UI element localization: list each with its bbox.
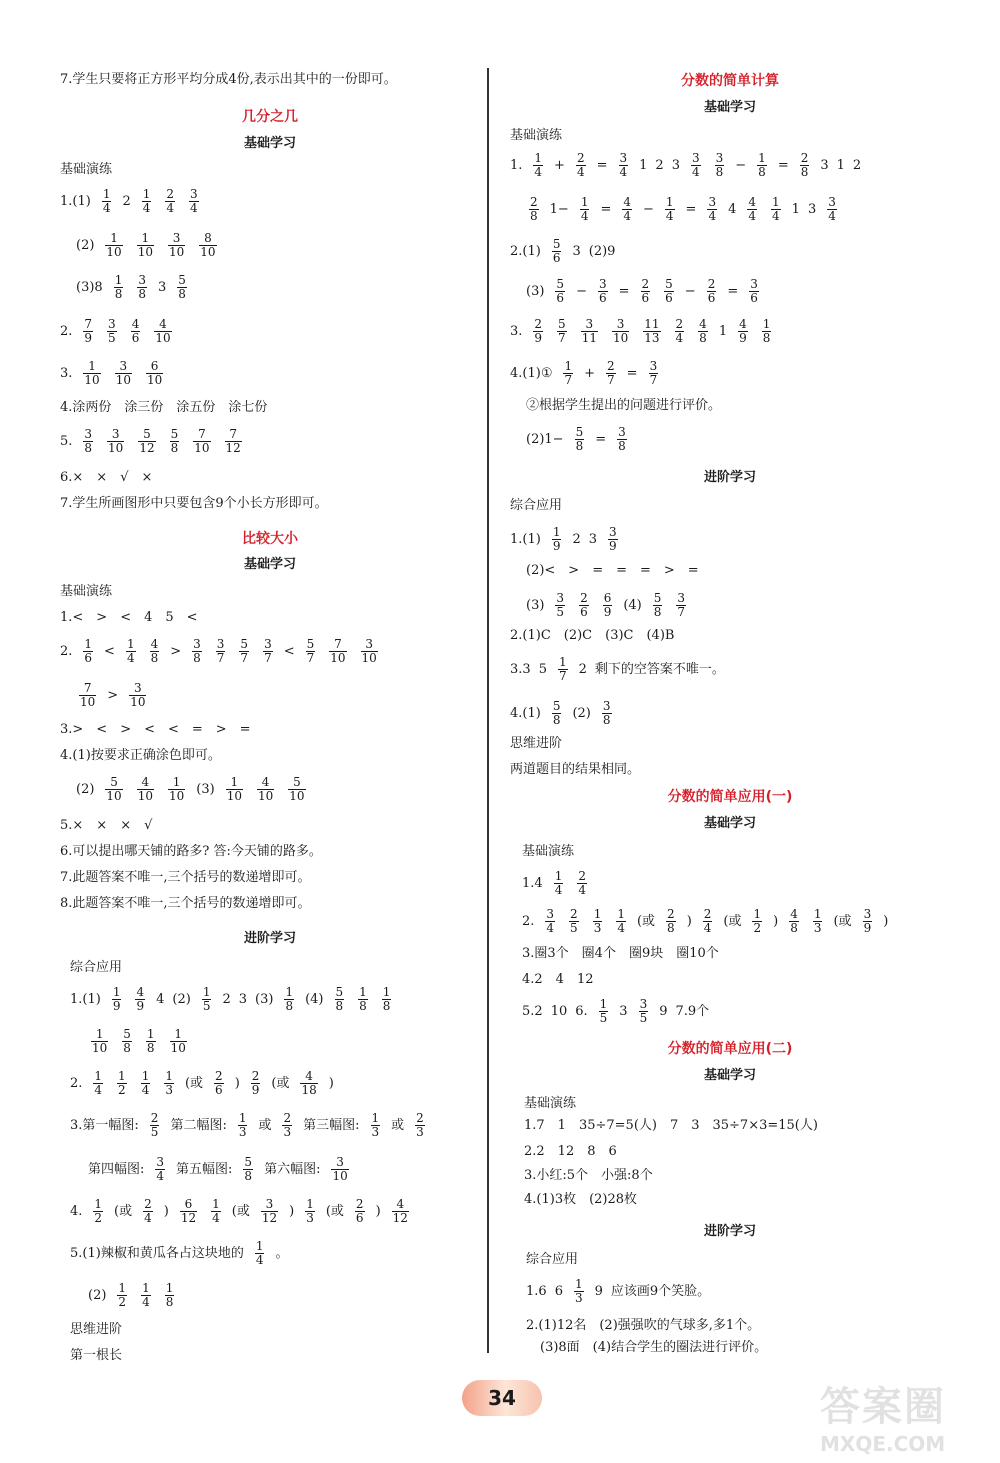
practice-heading: 思维进阶 [70, 1322, 123, 1337]
answer-line: 4.涂两份 涂三份 涂五份 涂七份 [60, 400, 268, 415]
watermark-logo [820, 1375, 990, 1460]
answer-line: 3.小红:5个 小强:8个 [524, 1168, 653, 1183]
answer-line: 2.2 12 8 6 [524, 1144, 617, 1159]
answer-line: 6.可以提出哪天铺的路多? 答:今天铺的路多。 [60, 844, 322, 859]
answer-line: 1.(1) $\frac{1}{4}$ 2 $\frac{1}{4}$ $\frac{2}{4}$ $\frac{3}{4}$ [60, 187, 198, 215]
answer-line: 2. $\frac{3}{4}$ $\frac{2}{5}$ $\frac{1}{3}$ $\frac{1}{4}$ (或 $\frac{2}{8}$ ) $\frac{2}{4}$ (或 $\frac{1}{2}$ ) $\frac{4}{8}$ $\frac{1}{3}$ (或 $\frac{3}{9}$ ) [522, 907, 889, 935]
answer-line: 4. $\frac{1}{2}$ (或 $\frac{2}{4}$ ) $\frac{6}{12}$ $\frac{1}{4}$ (或 $\frac{3}{12}$ ) $\frac{1}{3}$ (或 $\frac{2}{6}$ ) $\frac{4}{12}$ [70, 1197, 408, 1225]
answer-line: 4.(1)① $\frac{1}{7}$ + $\frac{2}{7}$ = $\frac{3}{7}$ [510, 359, 658, 387]
subsection-title: 进阶学习 [703, 470, 756, 485]
answer-line: 2.(1)12名 (2)强强吹的气球多,多1个。 [526, 1318, 761, 1333]
subsection-title: 基础学习 [243, 136, 296, 151]
section-title: 几分之几 [242, 109, 298, 125]
practice-heading: 基础演练 [60, 162, 113, 177]
answer-line: 1.4 $\frac{1}{4}$ $\frac{2}{4}$ [522, 869, 586, 897]
answer-line: 3.3 5 $\frac{1}{7}$ 2 剩下的空答案不唯一。 [510, 655, 725, 683]
answer-line: $\frac{2}{8}$ 1− $\frac{1}{4}$ = $\frac{4}{4}$ − $\frac{1}{4}$ = $\frac{3}{4}$ 4 $\frac{4}{4}$ $\frac{1}{4}$ 1 3 $\frac{3}{4}$ [530, 195, 836, 223]
answer-line: 1.(1) $\frac{1}{9}$ $\frac{4}{9}$ 4 (2) $\frac{1}{5}$ 2 3 (3) $\frac{1}{8}$ (4) $\frac{5}{8}$ $\frac{1}{8}$ $\frac{1}{8}$ [70, 985, 391, 1013]
answer-line: 2. $\frac{1}{6}$ < $\frac{1}{4}$ $\frac{4}{8}$ > $\frac{3}{8}$ $\frac{3}{7}$ $\frac{5}{7}$ $\frac{3}{7}$ < $\frac{5}{7}$ $\frac{7}{10}$ $\frac{3}{10}$ [60, 637, 377, 665]
answer-line: 3. $\frac{1}{10}$ $\frac{3}{10}$ $\frac{6}{10}$ [60, 359, 163, 387]
answer-line: 4.(1) $\frac{5}{8}$ (2) $\frac{3}{8}$ [510, 699, 611, 727]
answer-line: 5.2 10 6. $\frac{1}{5}$ 3 $\frac{3}{5}$ 9 7.9个 [522, 997, 710, 1025]
subsection-title: 进阶学习 [703, 1224, 756, 1239]
page-number: 34 [488, 1386, 516, 1410]
answer-line: 1. $\frac{1}{4}$ + $\frac{2}{4}$ = $\frac{3}{4}$ 1 2 3 $\frac{3}{4}$ $\frac{3}{8}$ − $\frac{1}{8}$ = $\frac{2}{8}$ 3 1 2 [510, 151, 862, 179]
answer-line: 3.第一幅图: $\frac{2}{5}$ 第二幅图: $\frac{1}{3}$ 或 $\frac{2}{3}$ 第三幅图: $\frac{1}{3}$ 或 $\frac{2}{3}$ [70, 1111, 424, 1139]
answer-line: 1.(1) $\frac{1}{9}$ 2 3 $\frac{3}{9}$ [510, 525, 617, 553]
answer-line: 2.(1)C (2)C (3)C (4)B [510, 628, 675, 643]
answer-line: 2. $\frac{7}{9}$ $\frac{3}{5}$ $\frac{4}{6}$ $\frac{4}{10}$ [60, 317, 171, 345]
answer-line: 1.< > < 4 5 < [60, 610, 198, 625]
answer-line: 7.学生只要将正方形平均分成4份,表示出其中的一份即可。 [60, 72, 397, 87]
answer-line: $\frac{7}{10}$ > $\frac{3}{10}$ [80, 681, 146, 709]
answer-line: 3.圈3个 圈4个 圈9块 圈10个 [522, 946, 719, 961]
answer-line: 6.× × √ × [60, 470, 153, 485]
practice-heading: 基础演练 [60, 584, 113, 599]
answer-line: 8.此题答案不唯一,三个括号的数递增即可。 [60, 896, 311, 911]
answer-line: 两道题目的结果相同。 [510, 762, 641, 777]
answer-line: (2) $\frac{1}{10}$ $\frac{1}{10}$ $\frac{3}{10}$ $\frac{8}{10}$ [76, 231, 216, 259]
column-divider [487, 68, 489, 1353]
answer-line: (3) $\frac{3}{5}$ $\frac{2}{6}$ $\frac{6}{9}$ (4) $\frac{5}{8}$ $\frac{3}{7}$ [526, 591, 686, 619]
answer-line: (3) $\frac{5}{6}$ − $\frac{3}{6}$ = $\frac{2}{6}$ $\frac{5}{6}$ − $\frac{2}{6}$ = $\frac{3}{6}$ [526, 277, 758, 305]
answer-line: 5.(1)辣椒和黄瓜各占这块地的 $\frac{1}{4}$ 。 [70, 1239, 289, 1267]
answer-line: 5.× × × √ [60, 818, 153, 833]
watermark-text: 答案圈 [820, 1384, 946, 1430]
answer-line: (2) $\frac{5}{10}$ $\frac{4}{10}$ $\frac{1}{10}$ (3) $\frac{1}{10}$ $\frac{4}{10}$ $\frac{5}{10}$ [76, 775, 305, 803]
answer-line: (2)< > = = = > = [526, 563, 699, 578]
section-title: 分数的简单应用(二) [667, 1041, 793, 1057]
subsection-title: 基础学习 [703, 816, 756, 831]
answer-line: 1.7 1 35÷7=5(人) 7 3 35÷7×3=15(人) [524, 1118, 818, 1133]
answer-line: 2. $\frac{1}{4}$ $\frac{1}{2}$ $\frac{1}{4}$ $\frac{1}{3}$ (或 $\frac{2}{6}$ ) $\frac{2}{9}$ (或 $\frac{4}{18}$ ) [70, 1069, 334, 1097]
watermark-url: MXQE.COM [820, 1432, 946, 1456]
answer-line: 1.6 6 $\frac{1}{3}$ 9 应该画9个笑脸。 [526, 1277, 711, 1305]
section-title: 分数的简单计算 [681, 73, 779, 89]
answer-line: (3)8面 (4)结合学生的圈法进行评价。 [540, 1340, 768, 1355]
answer-line: (2)1− $\frac{5}{8}$ = $\frac{3}{8}$ [526, 425, 626, 453]
answer-line: 4.2 4 12 [522, 972, 594, 987]
answer-line: 4.(1)按要求正确涂色即可。 [60, 748, 221, 763]
subsection-title: 基础学习 [703, 100, 756, 115]
page-number-badge [462, 1380, 542, 1416]
practice-heading: 综合应用 [526, 1252, 579, 1267]
answer-line: 第四幅图: $\frac{3}{4}$ 第五幅图: $\frac{5}{8}$ 第六幅图: $\frac{3}{10}$ [88, 1155, 348, 1183]
answer-line: 2.(1) $\frac{5}{6}$ 3 (2)9 [510, 237, 616, 265]
answer-line: 7.学生所画图形中只要包含9个小长方形即可。 [60, 496, 328, 511]
subsection-title: 进阶学习 [243, 931, 296, 946]
answer-line: (3)8 $\frac{1}{8}$ $\frac{3}{8}$ 3 $\frac{5}{8}$ [76, 273, 186, 301]
section-title: 比较大小 [242, 531, 298, 547]
answer-line: 4.(1)3枚 (2)28枚 [524, 1192, 638, 1207]
practice-heading: 基础演练 [524, 1096, 577, 1111]
section-title: 分数的简单应用(一) [667, 789, 793, 805]
answer-line: 3.> < > < < = > = [60, 722, 251, 737]
answer-line: $\frac{1}{10}$ $\frac{5}{8}$ $\frac{1}{8}$ $\frac{1}{10}$ [92, 1027, 186, 1055]
practice-heading: 基础演练 [522, 844, 575, 859]
answer-line: (2) $\frac{1}{2}$ $\frac{1}{4}$ $\frac{1}{8}$ [88, 1281, 174, 1309]
answer-line: 第一根长 [70, 1348, 123, 1363]
practice-heading: 综合应用 [70, 960, 123, 975]
practice-heading: 基础演练 [510, 128, 563, 143]
answer-line: 7.此题答案不唯一,三个括号的数递增即可。 [60, 870, 311, 885]
answer-line: ②根据学生提出的问题进行评价。 [526, 398, 722, 413]
answer-line: 3. $\frac{2}{9}$ $\frac{5}{7}$ $\frac{3}{11}$ $\frac{3}{10}$ $\frac{11}{13}$ $\frac{2}{4}$ $\frac{4}{8}$ 1 $\frac{4}{9}$ $\frac{1}{8}$ [510, 317, 771, 345]
answer-line: 5. $\frac{3}{8}$ $\frac{3}{10}$ $\frac{5}{12}$ $\frac{5}{8}$ $\frac{7}{10}$ $\frac{7}{12}$ [60, 427, 241, 455]
subsection-title: 基础学习 [243, 557, 296, 572]
subsection-title: 基础学习 [703, 1068, 756, 1083]
practice-heading: 思维进阶 [510, 736, 563, 751]
practice-heading: 综合应用 [510, 498, 563, 513]
